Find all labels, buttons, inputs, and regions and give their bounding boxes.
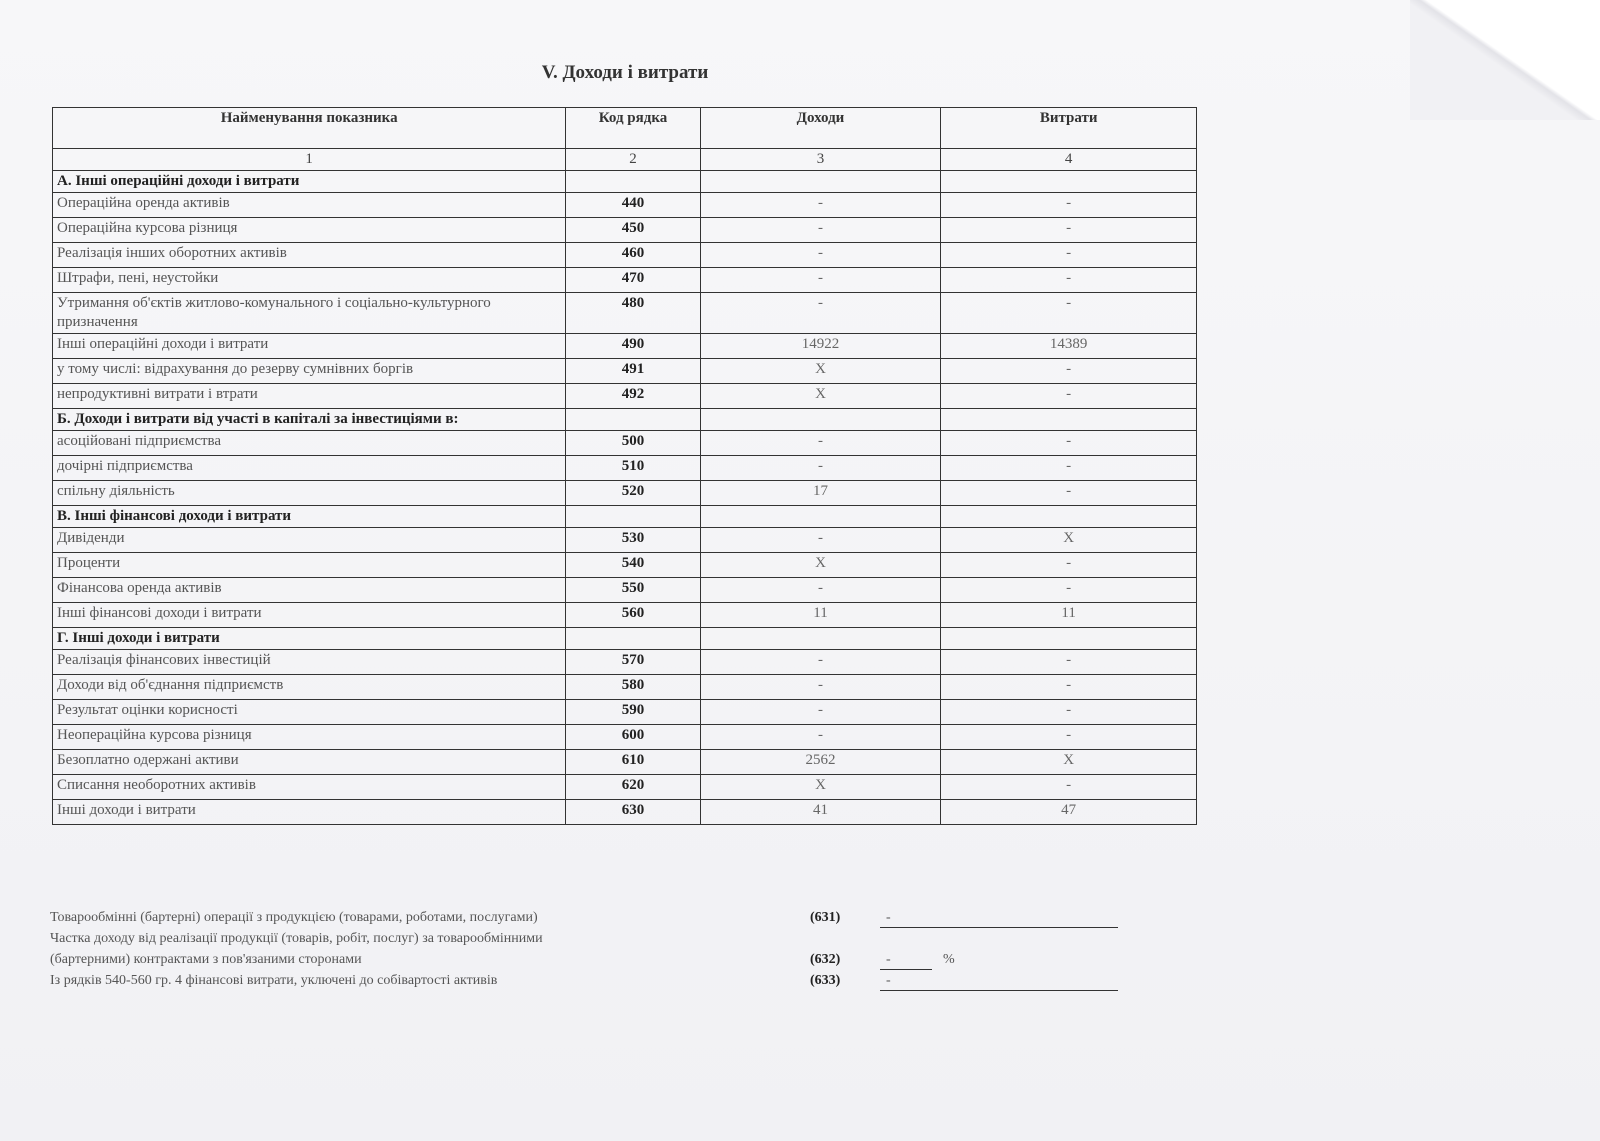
footer-line-631 bbox=[50, 910, 1150, 931]
income-cell: - bbox=[700, 650, 941, 675]
expense-cell: - bbox=[941, 578, 1197, 603]
expense-cell: - bbox=[941, 481, 1197, 506]
row-code-cell: 530 bbox=[566, 528, 700, 553]
section-label: А. Інші операційні доходи і витрати bbox=[53, 171, 566, 193]
expense-cell: - bbox=[941, 725, 1197, 750]
footer-code: (632) bbox=[810, 952, 841, 967]
income-cell: X bbox=[700, 384, 941, 409]
row-code-cell: 491 bbox=[566, 359, 700, 384]
income-cell: - bbox=[700, 456, 941, 481]
income-cell: - bbox=[700, 528, 941, 553]
indicator-cell: Неопераційна курсова різниця bbox=[53, 725, 566, 750]
income-cell: - bbox=[700, 218, 941, 243]
row-code-cell: 492 bbox=[566, 384, 700, 409]
table-header-row bbox=[53, 108, 1197, 149]
income-expense-table bbox=[52, 107, 1197, 825]
empty-cell bbox=[700, 171, 941, 193]
table-row bbox=[53, 193, 1197, 218]
table-body bbox=[53, 171, 1197, 825]
indicator-cell: асоційовані підприємства bbox=[53, 431, 566, 456]
expense-cell: 47 bbox=[941, 800, 1197, 825]
income-cell: X bbox=[700, 553, 941, 578]
row-code-cell: 440 bbox=[566, 193, 700, 218]
table-row bbox=[53, 334, 1197, 359]
table-row bbox=[53, 243, 1197, 268]
income-cell: 14922 bbox=[700, 334, 941, 359]
expense-cell: - bbox=[941, 553, 1197, 578]
footer-code: (631) bbox=[810, 910, 841, 925]
table-row bbox=[53, 800, 1197, 825]
income-cell: 41 bbox=[700, 800, 941, 825]
footer-value: - bbox=[880, 952, 932, 970]
empty-cell bbox=[566, 628, 700, 650]
expense-cell: 11 bbox=[941, 603, 1197, 628]
table-row bbox=[53, 675, 1197, 700]
footer-label: Товарообмінні (бартерні) операції з продукцією (товарами, роботами, послугами) bbox=[50, 910, 538, 925]
table-row bbox=[53, 528, 1197, 553]
column-number: 3 bbox=[700, 149, 941, 171]
income-cell: - bbox=[700, 578, 941, 603]
footer-code: (633) bbox=[810, 973, 841, 988]
indicator-cell: Утримання об'єктів житлово-комунального і соціально-культурного призначення bbox=[53, 293, 566, 334]
empty-cell bbox=[941, 409, 1197, 431]
expense-cell: - bbox=[941, 650, 1197, 675]
row-code-cell: 470 bbox=[566, 268, 700, 293]
table-row bbox=[53, 456, 1197, 481]
empty-cell bbox=[566, 171, 700, 193]
indicator-cell: Доходи від об'єднання підприємств bbox=[53, 675, 566, 700]
row-code-cell: 600 bbox=[566, 725, 700, 750]
footer-label: (бартерними) контрактами з пов'язаними сторонами bbox=[50, 952, 362, 967]
expense-cell: - bbox=[941, 384, 1197, 409]
table-row bbox=[53, 431, 1197, 456]
row-code-cell: 480 bbox=[566, 293, 700, 334]
row-code-cell: 560 bbox=[566, 603, 700, 628]
expense-cell: - bbox=[941, 293, 1197, 334]
indicator-cell: дочірні підприємства bbox=[53, 456, 566, 481]
column-number: 1 bbox=[53, 149, 566, 171]
table-row bbox=[53, 750, 1197, 775]
row-code-cell: 520 bbox=[566, 481, 700, 506]
indicator-cell: Реалізація фінансових інвестицій bbox=[53, 650, 566, 675]
empty-cell bbox=[700, 506, 941, 528]
empty-cell bbox=[700, 628, 941, 650]
indicator-cell: Інші операційні доходи і витрати bbox=[53, 334, 566, 359]
row-code-cell: 490 bbox=[566, 334, 700, 359]
expense-cell: - bbox=[941, 359, 1197, 384]
row-code-cell: 610 bbox=[566, 750, 700, 775]
header-indicator-name: Найменування показника bbox=[53, 108, 566, 149]
header-row-code: Код рядка bbox=[566, 108, 700, 149]
income-cell: - bbox=[700, 293, 941, 334]
percent-unit: % bbox=[943, 952, 955, 967]
income-cell: 2562 bbox=[700, 750, 941, 775]
indicator-cell: Проценти bbox=[53, 553, 566, 578]
table-row bbox=[53, 578, 1197, 603]
expense-cell: 14389 bbox=[941, 334, 1197, 359]
expense-cell: - bbox=[941, 193, 1197, 218]
table-row bbox=[53, 359, 1197, 384]
footer-value: - bbox=[880, 973, 1118, 991]
row-code-cell: 540 bbox=[566, 553, 700, 578]
table-row bbox=[53, 268, 1197, 293]
indicator-cell: Фінансова оренда активів bbox=[53, 578, 566, 603]
income-cell: - bbox=[700, 700, 941, 725]
indicator-cell: у тому числі: відрахування до резерву сумнівних боргів bbox=[53, 359, 566, 384]
row-code-cell: 630 bbox=[566, 800, 700, 825]
table-row bbox=[53, 650, 1197, 675]
row-code-cell: 620 bbox=[566, 775, 700, 800]
indicator-cell: Реалізація інших оборотних активів bbox=[53, 243, 566, 268]
empty-cell bbox=[941, 506, 1197, 528]
income-cell: 11 bbox=[700, 603, 941, 628]
header-expense: Витрати bbox=[941, 108, 1197, 149]
row-code-cell: 570 bbox=[566, 650, 700, 675]
section-row bbox=[53, 409, 1197, 431]
empty-cell bbox=[700, 409, 941, 431]
footer-label: Із рядків 540-560 гр. 4 фінансові витрати, уключені до собівартості активів bbox=[50, 973, 498, 988]
footer-label: Частка доходу від реалізації продукції (товарів, робіт, послуг) за товарообмінними bbox=[50, 931, 543, 946]
table-row bbox=[53, 725, 1197, 750]
row-code-cell: 590 bbox=[566, 700, 700, 725]
indicator-cell: Операційна курсова різниця bbox=[53, 218, 566, 243]
empty-cell bbox=[566, 409, 700, 431]
footer-line-632-a bbox=[50, 931, 1150, 952]
footer-notes bbox=[50, 910, 1150, 994]
column-number: 2 bbox=[566, 149, 700, 171]
income-cell: X bbox=[700, 359, 941, 384]
empty-cell bbox=[941, 628, 1197, 650]
row-code-cell: 510 bbox=[566, 456, 700, 481]
indicator-cell: Результат оцінки корисності bbox=[53, 700, 566, 725]
indicator-cell: Операційна оренда активів bbox=[53, 193, 566, 218]
section-row bbox=[53, 506, 1197, 528]
section-label: Г. Інші доходи і витрати bbox=[53, 628, 566, 650]
table-row bbox=[53, 553, 1197, 578]
income-cell: - bbox=[700, 268, 941, 293]
income-cell: - bbox=[700, 243, 941, 268]
footer-value: - bbox=[880, 910, 1118, 928]
indicator-cell: непродуктивні витрати і втрати bbox=[53, 384, 566, 409]
page-corner-fold bbox=[1410, 0, 1600, 120]
page-title: V. Доходи і витрати bbox=[541, 62, 709, 83]
indicator-cell: Інші доходи і витрати bbox=[53, 800, 566, 825]
expense-cell: - bbox=[941, 456, 1197, 481]
footer-line-633 bbox=[50, 973, 1150, 994]
indicator-cell: Інші фінансові доходи і витрати bbox=[53, 603, 566, 628]
section-label: Б. Доходи і витрати від участі в капіталі за інвестиціями в: bbox=[53, 409, 566, 431]
section-row bbox=[53, 171, 1197, 193]
table-row bbox=[53, 481, 1197, 506]
indicator-cell: Безоплатно одержані активи bbox=[53, 750, 566, 775]
table-row bbox=[53, 700, 1197, 725]
expense-cell: - bbox=[941, 675, 1197, 700]
indicator-cell: Списання необоротних активів bbox=[53, 775, 566, 800]
header-income: Доходи bbox=[700, 108, 941, 149]
expense-cell: X bbox=[941, 750, 1197, 775]
row-code-cell: 450 bbox=[566, 218, 700, 243]
empty-cell bbox=[566, 506, 700, 528]
row-code-cell: 500 bbox=[566, 431, 700, 456]
footer-line-632 bbox=[50, 952, 1150, 973]
income-cell: - bbox=[700, 193, 941, 218]
indicator-cell: спільну діяльність bbox=[53, 481, 566, 506]
table-row bbox=[53, 218, 1197, 243]
row-code-cell: 550 bbox=[566, 578, 700, 603]
indicator-cell: Дивіденди bbox=[53, 528, 566, 553]
section-label: В. Інші фінансові доходи і витрати bbox=[53, 506, 566, 528]
table-row bbox=[53, 603, 1197, 628]
row-code-cell: 580 bbox=[566, 675, 700, 700]
expense-cell: - bbox=[941, 268, 1197, 293]
income-cell: - bbox=[700, 431, 941, 456]
income-cell: - bbox=[700, 675, 941, 700]
income-cell: - bbox=[700, 725, 941, 750]
table-row bbox=[53, 384, 1197, 409]
indicator-cell: Штрафи, пені, неустойки bbox=[53, 268, 566, 293]
expense-cell: - bbox=[941, 218, 1197, 243]
income-cell: X bbox=[700, 775, 941, 800]
expense-cell: X bbox=[941, 528, 1197, 553]
column-number: 4 bbox=[941, 149, 1197, 171]
income-cell: 17 bbox=[700, 481, 941, 506]
expense-cell: - bbox=[941, 700, 1197, 725]
table-row bbox=[53, 775, 1197, 800]
row-code-cell: 460 bbox=[566, 243, 700, 268]
column-number-row bbox=[53, 149, 1197, 171]
expense-cell: - bbox=[941, 431, 1197, 456]
section-row bbox=[53, 628, 1197, 650]
expense-cell: - bbox=[941, 775, 1197, 800]
table-row bbox=[53, 293, 1197, 334]
empty-cell bbox=[941, 171, 1197, 193]
expense-cell: - bbox=[941, 243, 1197, 268]
